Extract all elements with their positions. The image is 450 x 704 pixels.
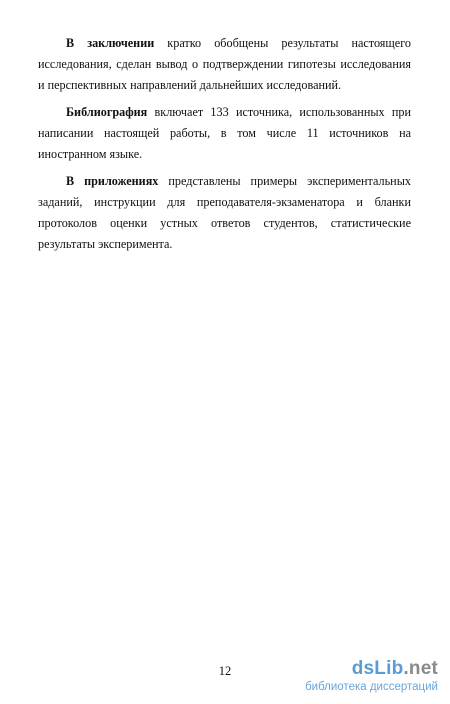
paragraph-text: кратко обобщены результаты настоящего исследования, сделан вывод о подтверждении гипотезы исследования и перспективных направлений дальнейших исследований.: [38, 36, 411, 92]
site-watermark[interactable]: [238, 658, 438, 694]
paragraph-lead: Библиография: [66, 105, 148, 119]
watermark-logo-domain: .net: [403, 658, 438, 679]
paragraph-lead: В приложениях: [66, 174, 159, 188]
paragraph-text: включает 133 источника, использованных при написании настоящей работы, в том числе 11 источников на иностранном языке.: [38, 105, 411, 161]
paragraph-text: представлены примеры экспериментальных заданий, инструкции для преподавателя-экзаменатора и бланки протоколов оценки устных ответов студентов, статистические результаты эксперимента.: [38, 174, 411, 251]
watermark-logo-main: dsLib: [351, 658, 404, 679]
paragraph-bibliography: [38, 102, 411, 165]
watermark-logo: [238, 658, 438, 680]
body-text: [38, 33, 411, 261]
page-number: 12: [218, 664, 232, 678]
watermark-tagline: библиотека диссертаций: [305, 681, 438, 693]
paragraph-lead: В заключении: [66, 36, 155, 50]
paragraph-conclusion: [38, 33, 411, 96]
paragraph-appendices: [38, 171, 411, 255]
